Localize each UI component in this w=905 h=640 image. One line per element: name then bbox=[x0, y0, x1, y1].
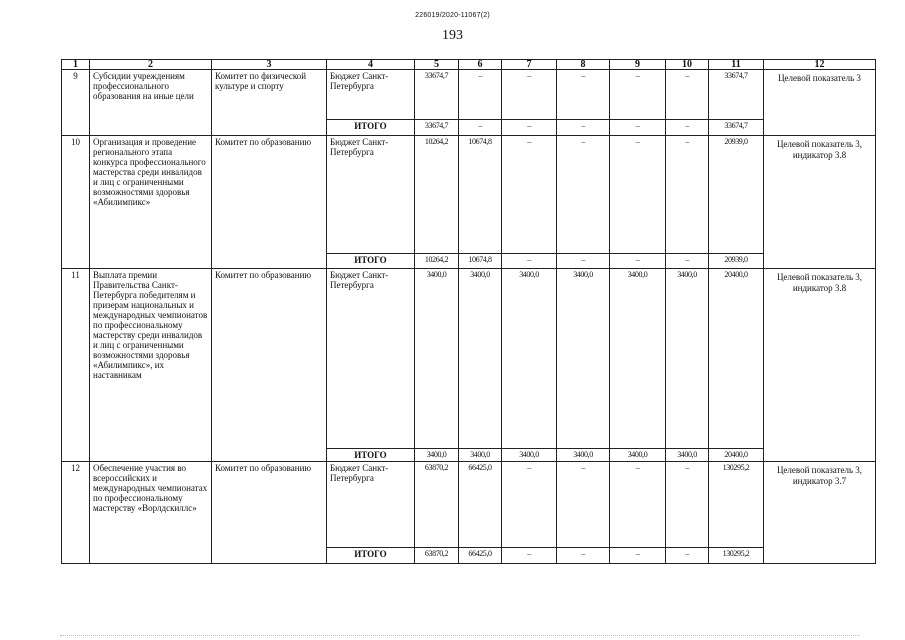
value-cell: – bbox=[666, 70, 709, 120]
value-cell: – bbox=[610, 462, 666, 548]
total-cell: – bbox=[666, 254, 709, 269]
total-cell: 33674,7 bbox=[415, 120, 459, 136]
page-number: 193 bbox=[442, 28, 463, 43]
row-number: 9 bbox=[62, 70, 90, 136]
total-cell: 66425,0 bbox=[459, 548, 502, 564]
value-cell: 20400,0 bbox=[709, 269, 764, 449]
funding-source: Бюджет Санкт-Петербурга bbox=[327, 462, 415, 548]
table-row bbox=[62, 136, 876, 254]
total-cell: – bbox=[666, 548, 709, 564]
value-cell: 63870,2 bbox=[415, 462, 459, 548]
total-cell: – bbox=[610, 548, 666, 564]
value-cell: 33674,7 bbox=[415, 70, 459, 120]
column-header: 11 bbox=[709, 60, 764, 70]
funding-source: Бюджет Санкт-Петербурга bbox=[327, 269, 415, 449]
value-cell: – bbox=[666, 462, 709, 548]
column-header: 8 bbox=[557, 60, 610, 70]
value-cell: 20939,0 bbox=[709, 136, 764, 254]
value-cell: – bbox=[502, 136, 557, 254]
value-cell: – bbox=[502, 462, 557, 548]
total-cell: – bbox=[557, 120, 610, 136]
total-cell: – bbox=[557, 548, 610, 564]
total-cell: – bbox=[610, 254, 666, 269]
header-row bbox=[62, 60, 876, 70]
indicator: Целевой показатель 3, индикатор 3.7 bbox=[764, 462, 876, 564]
executor: Комитет по физической культуре и спорту bbox=[212, 70, 327, 136]
total-label: ИТОГО bbox=[327, 254, 415, 269]
total-cell: – bbox=[502, 548, 557, 564]
column-header: 3 bbox=[212, 60, 327, 70]
total-cell: 20939,0 bbox=[709, 254, 764, 269]
document-id: 226019/2020-11067(2) bbox=[415, 12, 490, 19]
value-cell: 10264,2 bbox=[415, 136, 459, 254]
total-cell: 63870,2 bbox=[415, 548, 459, 564]
executor: Комитет по образованию bbox=[212, 269, 327, 462]
total-cell: – bbox=[557, 254, 610, 269]
value-cell: 3400,0 bbox=[557, 269, 610, 449]
column-header: 9 bbox=[610, 60, 666, 70]
value-cell: – bbox=[666, 136, 709, 254]
value-cell: – bbox=[459, 70, 502, 120]
value-cell: – bbox=[610, 70, 666, 120]
table-row bbox=[62, 269, 876, 449]
value-cell: – bbox=[557, 70, 610, 120]
total-cell: 10674,8 bbox=[459, 254, 502, 269]
value-cell: 3400,0 bbox=[666, 269, 709, 449]
column-header: 4 bbox=[327, 60, 415, 70]
total-cell: 3400,0 bbox=[502, 449, 557, 462]
total-cell: 33674,7 bbox=[709, 120, 764, 136]
activity-name: Выплата премии Правительства Санкт-Петербурга победителям и призерам национальных и международных чемпионатов по профессиональному мастерству среди инвалидов и лиц с ограниченными возможностями здоровья «Абилимпикс», их наставникам bbox=[90, 269, 212, 462]
total-cell: – bbox=[666, 120, 709, 136]
executor: Комитет по образованию bbox=[212, 462, 327, 564]
value-cell: – bbox=[557, 462, 610, 548]
activity-name: Организация и проведение регионального этапа конкурса профессионального мастерства среди инвалидов и лиц с ограниченными возможностями здоровья «Абилимпикс» bbox=[90, 136, 212, 269]
column-header: 6 bbox=[459, 60, 502, 70]
indicator: Целевой показатель 3, индикатор 3.8 bbox=[764, 136, 876, 269]
row-number: 11 bbox=[62, 269, 90, 462]
value-cell: 3400,0 bbox=[610, 269, 666, 449]
funding-source: Бюджет Санкт-Петербурга bbox=[327, 70, 415, 120]
column-header: 2 bbox=[90, 60, 212, 70]
total-cell: 3400,0 bbox=[610, 449, 666, 462]
activity-name: Субсидии учреждениям профессионального образования на иные цели bbox=[90, 70, 212, 136]
value-cell: 130295,2 bbox=[709, 462, 764, 548]
total-label: ИТОГО bbox=[327, 120, 415, 136]
total-cell: 3400,0 bbox=[415, 449, 459, 462]
column-header: 10 bbox=[666, 60, 709, 70]
total-cell: 10264,2 bbox=[415, 254, 459, 269]
total-cell: 3400,0 bbox=[666, 449, 709, 462]
value-cell: – bbox=[610, 136, 666, 254]
value-cell: 3400,0 bbox=[459, 269, 502, 449]
program-table bbox=[61, 59, 876, 564]
activity-name: Обеспечение участия во всероссийских и международных чемпионатах по профессиональному мастерству «Ворлдскиллс» bbox=[90, 462, 212, 564]
row-number: 10 bbox=[62, 136, 90, 269]
total-cell: 130295,2 bbox=[709, 548, 764, 564]
scan-artifact-line bbox=[60, 634, 860, 636]
table-row bbox=[62, 70, 876, 120]
total-label: ИТОГО bbox=[327, 449, 415, 462]
total-cell: – bbox=[502, 254, 557, 269]
total-cell: 3400,0 bbox=[557, 449, 610, 462]
column-header: 1 bbox=[62, 60, 90, 70]
value-cell: 66425,0 bbox=[459, 462, 502, 548]
total-label: ИТОГО bbox=[327, 548, 415, 564]
value-cell: 3400,0 bbox=[415, 269, 459, 449]
total-cell: 20400,0 bbox=[709, 449, 764, 462]
table-row bbox=[62, 462, 876, 548]
value-cell: 10674,8 bbox=[459, 136, 502, 254]
value-cell: – bbox=[557, 136, 610, 254]
indicator: Целевой показатель 3, индикатор 3.8 bbox=[764, 269, 876, 462]
total-cell: – bbox=[502, 120, 557, 136]
indicator: Целевой показатель 3 bbox=[764, 70, 876, 136]
value-cell: 3400,0 bbox=[502, 269, 557, 449]
column-header: 7 bbox=[502, 60, 557, 70]
row-number: 12 bbox=[62, 462, 90, 564]
total-cell: – bbox=[610, 120, 666, 136]
value-cell: 33674,7 bbox=[709, 70, 764, 120]
column-header: 5 bbox=[415, 60, 459, 70]
total-cell: – bbox=[459, 120, 502, 136]
executor: Комитет по образованию bbox=[212, 136, 327, 269]
total-cell: 3400,0 bbox=[459, 449, 502, 462]
funding-source: Бюджет Санкт-Петербурга bbox=[327, 136, 415, 254]
column-header: 12 bbox=[764, 60, 876, 70]
value-cell: – bbox=[502, 70, 557, 120]
